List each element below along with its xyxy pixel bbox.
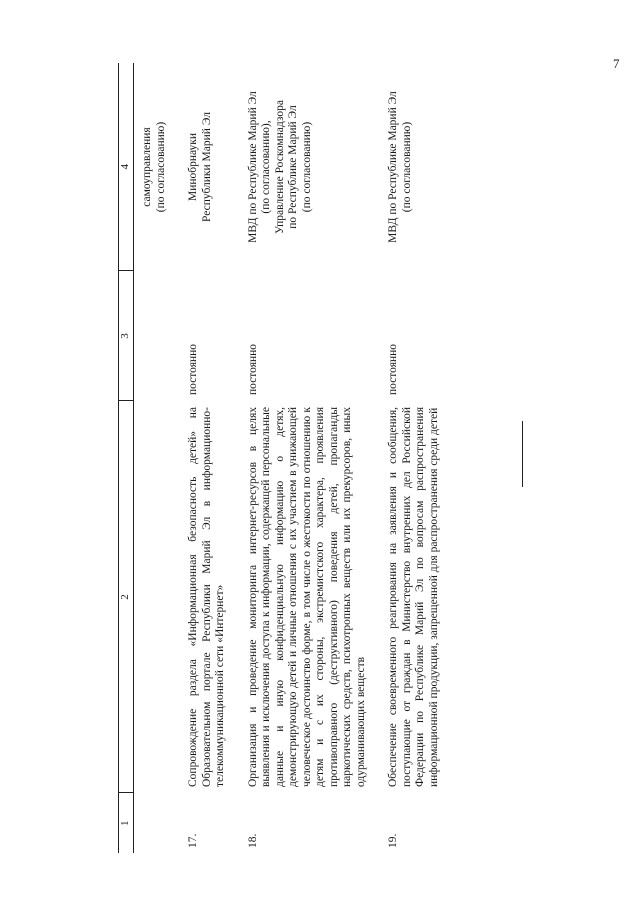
row-number: 19. xyxy=(387,833,399,848)
end-separator-line xyxy=(522,421,523,487)
responsible-line: МВД по Республике Марий Эл xyxy=(246,91,259,243)
responsible-line: МВД по Республике Марий Эл xyxy=(387,91,399,243)
table-row xyxy=(180,63,240,853)
row-description: Обеспечение своевременного реагирования на заявления и сообщения, поступающие от граждан в Министерство внутренних дел Российской Федерации по Республике Марий Эл по вопросам распространения информационной продукции, запрещенной для распространения среди детей xyxy=(387,407,440,787)
row-description xyxy=(134,401,181,793)
row-term: постоянно xyxy=(387,343,399,395)
responsible-line: Республики Марий Эл xyxy=(200,112,213,223)
row-responsible xyxy=(240,63,381,271)
row-responsible xyxy=(180,63,240,271)
row-term xyxy=(134,271,181,401)
responsible-line: (по согласованию), xyxy=(260,120,272,214)
row-responsible xyxy=(134,63,181,271)
column-header-3: 3 xyxy=(119,271,134,401)
column-header-1: 1 xyxy=(119,793,134,853)
column-number-header xyxy=(119,63,134,853)
responsible-line: Управление Роскомнадзора xyxy=(273,100,286,234)
responsible-line: самоуправления xyxy=(141,127,153,207)
row-responsible xyxy=(380,63,453,271)
row-term: постоянно xyxy=(246,343,259,395)
measures-table xyxy=(118,63,453,853)
row-number: 18. xyxy=(246,833,259,848)
row-number xyxy=(134,793,181,853)
row-term: постоянно xyxy=(187,343,199,395)
table-row xyxy=(380,63,453,853)
page-number: 7 xyxy=(613,56,620,71)
responsible-line: по Республике Марий Эл xyxy=(287,105,299,229)
landscape-table-block xyxy=(118,63,598,853)
responsible-line: (по согласованию) xyxy=(400,121,413,213)
responsible-line: (по согласованию) xyxy=(300,121,313,213)
responsible-line: Минобрнауки xyxy=(187,132,199,202)
table-row xyxy=(134,63,181,853)
table-row xyxy=(240,63,381,853)
row-description: Организация и проведение мониторинга интернет-ресурсов в целях выявления и исключения доступа к информации, содержащей персональные данные и иную конфиденциальную информацию о детях, демонстрирующую детей и личные отношения с их участием в унижающей человеческое достоинство форме, в том числе о жестокости по отношению к детям и с их стороны, экстремистского характера, проявления противоправного (деструктивного) поведения детей, пропаганды наркотических средств, психотропных веществ или их прекурсоров, иных одурманивающих веществ xyxy=(246,407,367,787)
row-number: 17. xyxy=(187,833,199,848)
row-description: Сопровождение раздела «Информационная безопасность детей» на Образовательном портале Республики Марий Эл в информационно-телекоммуникационной сети «Интернет» xyxy=(187,407,226,787)
responsible-line: (по согласованию) xyxy=(154,121,167,213)
column-header-4: 4 xyxy=(119,63,134,271)
column-header-2: 2 xyxy=(119,401,134,793)
